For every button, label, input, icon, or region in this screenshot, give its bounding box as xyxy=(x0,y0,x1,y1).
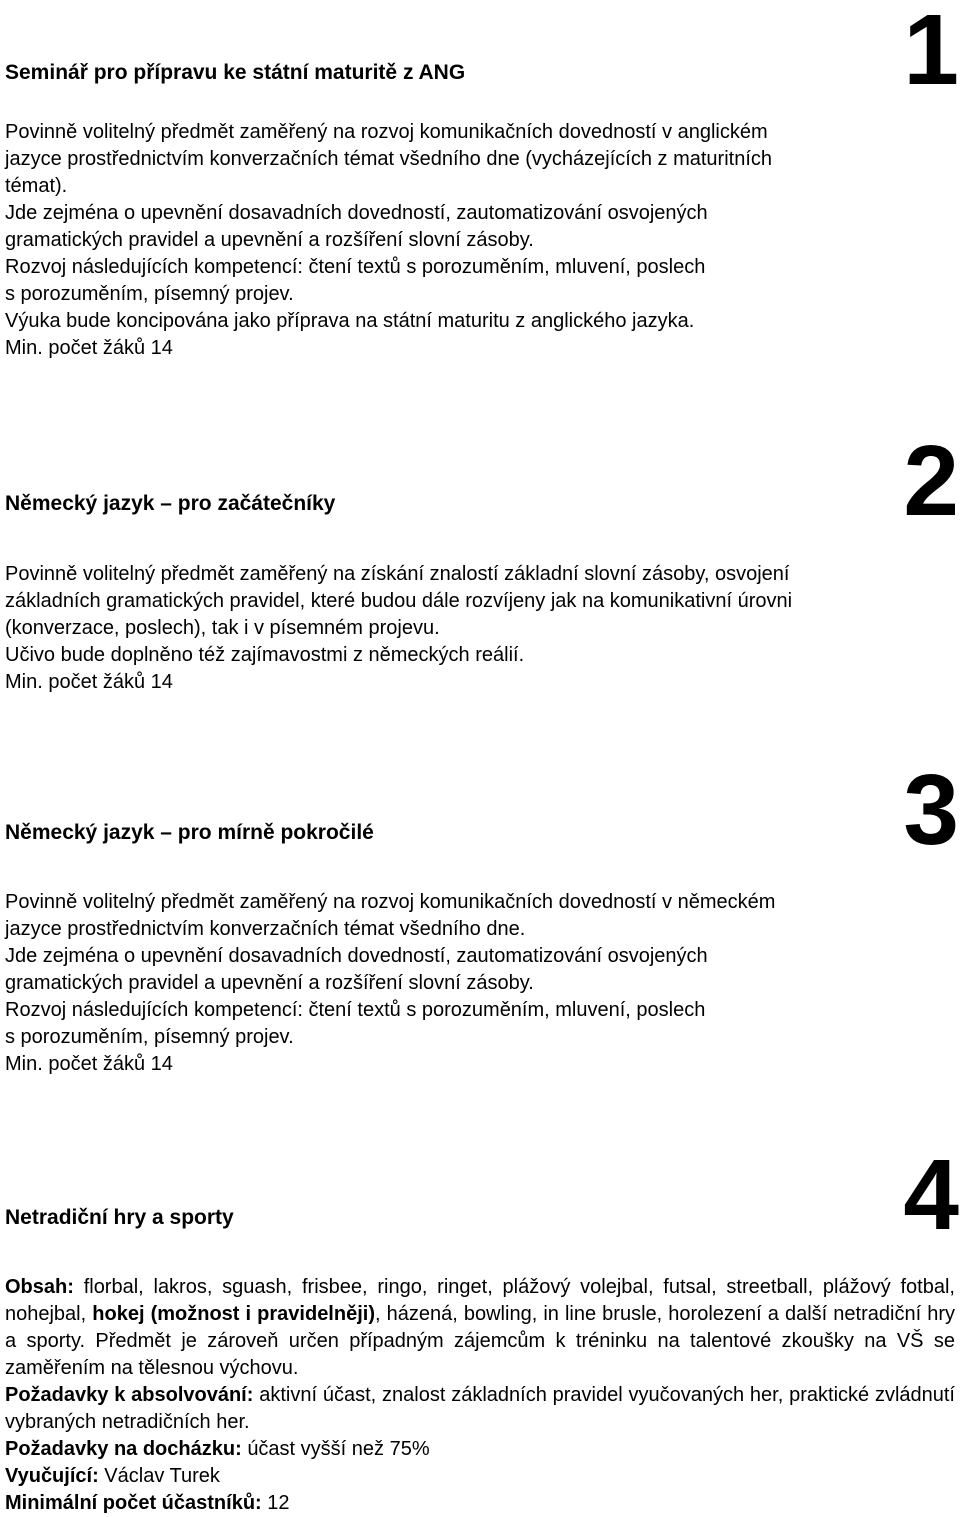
min-students-value: 14 xyxy=(150,337,173,359)
body-line: gramatických pravidel a upevnění a rozšíření slovní zásoby. xyxy=(5,229,534,251)
body-line: s porozuměním, písemný projev. xyxy=(5,283,294,305)
requirements-paragraph xyxy=(5,1382,955,1436)
section-2 xyxy=(5,425,959,696)
min-students-value: 14 xyxy=(150,671,173,693)
body-line: (konverzace, poslech), tak i v písemném projevu. xyxy=(5,617,440,639)
section-4 xyxy=(5,1139,959,1517)
section-number: 2 xyxy=(903,425,959,537)
body-line: Povinně volitelný předmět zaměřený na rozvoj komunikačních dovedností v anglickém xyxy=(5,121,768,143)
body-line: s porozuměním, písemný projev. xyxy=(5,1026,294,1048)
min-students-label: Min. počet žáků xyxy=(5,1053,146,1075)
section-header xyxy=(5,1139,959,1251)
section-number: 3 xyxy=(903,754,959,866)
teacher-name: Václav Turek xyxy=(104,1465,220,1487)
body-line: Rozvoj následujících kompetencí: čtení textů s porozuměním, mluvení, poslech xyxy=(5,999,706,1021)
teacher-line xyxy=(5,1463,955,1490)
section-body xyxy=(5,119,959,362)
teacher-label: Vyučující: xyxy=(5,1465,99,1487)
body-line: Výuka bude koncipována jako příprava na státní maturitu z anglického jazyka. xyxy=(5,310,695,332)
section-title: Německý jazyk – pro začátečníky xyxy=(5,492,336,515)
body-line: Jde zejména o upevnění dosavadních dovedností, zautomatizování osvojených xyxy=(5,202,708,224)
body-line: Učivo bude doplněno též zajímavostmi z německých reálií. xyxy=(5,644,525,666)
requirements-label: Požadavky k absolvování: xyxy=(5,1384,254,1406)
section-number: 4 xyxy=(903,1139,959,1251)
attendance-line xyxy=(5,1436,955,1463)
section-header xyxy=(5,0,959,106)
min-students xyxy=(5,669,959,696)
min-participants xyxy=(5,1490,955,1517)
section-header xyxy=(5,754,959,866)
requirements-text: aktivní účast, znalost základních pravidel vyučovaných her, praktické zvládnutí vybraných netradičních her. xyxy=(5,1384,955,1433)
body-line: témat). xyxy=(5,175,68,197)
section-body xyxy=(5,889,959,1078)
body-line: Povinně volitelný předmět zaměřený na rozvoj komunikačních dovedností v německém xyxy=(5,891,776,913)
min-students xyxy=(5,335,959,362)
body-line: Jde zejména o upevnění dosavadních dovedností, zautomatizování osvojených xyxy=(5,945,708,967)
section-body xyxy=(5,561,959,696)
section-number: 1 xyxy=(903,0,959,106)
min-students xyxy=(5,1051,959,1078)
obsah-label: Obsah: xyxy=(5,1276,74,1298)
obsah-paragraph xyxy=(5,1274,955,1382)
min-participants-value: 12 xyxy=(267,1492,290,1514)
min-students-label: Min. počet žáků xyxy=(5,337,146,359)
obsah-highlight: hokej (možnost i pravidelněji) xyxy=(92,1303,375,1325)
body-line: gramatických pravidel a upevnění a rozšíření slovní zásoby. xyxy=(5,972,534,994)
section-1 xyxy=(5,0,959,362)
section-body xyxy=(5,1274,955,1517)
section-title: Německý jazyk – pro mírně pokročilé xyxy=(5,821,374,844)
attendance-label: Požadavky na docházku: xyxy=(5,1438,242,1460)
body-line: Rozvoj následujících kompetencí: čtení textů s porozuměním, mluvení, poslech xyxy=(5,256,706,278)
section-header xyxy=(5,425,959,537)
body-line: Povinně volitelný předmět zaměřený na získání znalostí základní slovní zásoby, osvojení xyxy=(5,563,790,585)
obsah-text-continued: , házená, bowling, in line brusle, horolezení a další netradiční hry a sporty. Předmět je zároveň určen případným zájemcům k tréninku na talentové zkoušky na VŠ se zaměřením na tělesnou výchovu. xyxy=(5,1303,955,1379)
body-line: jazyce prostřednictvím konverzačních témat všedního dne (vycházejících z maturitních xyxy=(5,148,773,170)
section-title: Netradiční hry a sporty xyxy=(5,1206,234,1229)
body-line: jazyce prostřednictvím konverzačních témat všedního dne. xyxy=(5,918,526,940)
section-title: Seminář pro přípravu ke státní maturitě z ANG xyxy=(5,61,466,84)
attendance-text: účast vyšší než 75% xyxy=(247,1438,430,1460)
section-3 xyxy=(5,754,959,1078)
body-line: základních gramatických pravidel, které budou dále rozvíjeny jak na komunikativní úrovni xyxy=(5,590,793,612)
min-students-label: Min. počet žáků xyxy=(5,671,146,693)
min-participants-label: Minimální počet účastníků: xyxy=(5,1492,262,1514)
obsah-text: florbal, lakros, sguash, frisbee, ringo, ringet, plážový volejbal, futsal, streetball, plážový fotbal, nohejbal, xyxy=(5,1276,955,1325)
min-students-value: 14 xyxy=(150,1053,173,1075)
